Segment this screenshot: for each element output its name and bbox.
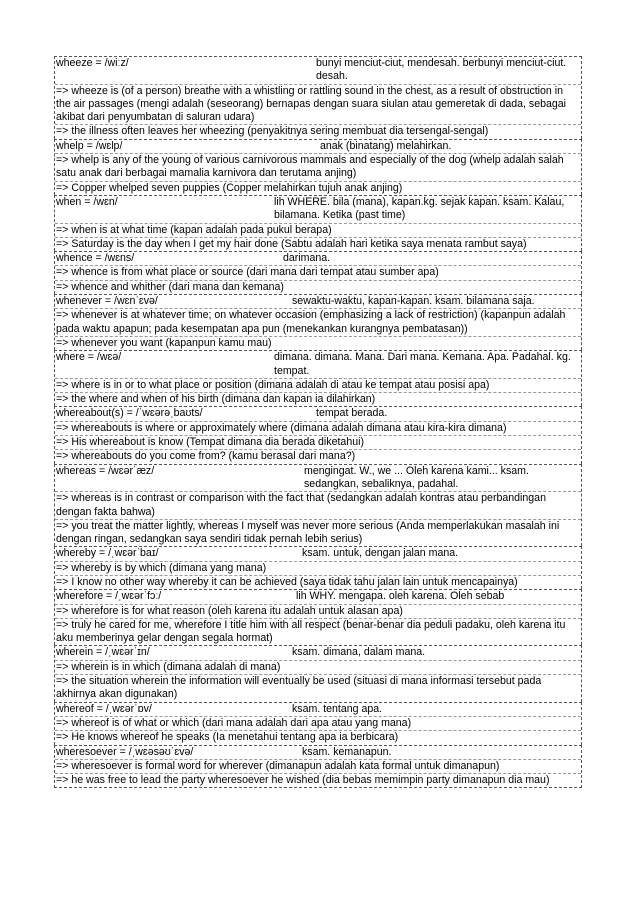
entry-wherefore [54,589,582,645]
entry-header [55,646,581,660]
headword: whereabout(s) = /ˈwɛərəˌbaʊts/ [56,407,203,420]
definition-line: => whence is from what place or source (dari mana dari tempat atau sumber apa) [55,266,581,280]
entry-header [55,140,581,154]
definition-line: => wherein is in which (dimana adalah di mana) [55,661,581,675]
entry-wherein [54,645,582,701]
entry-whereabouts [54,406,582,463]
entry-when [54,195,582,251]
headword: whenever = /wɛnˈɛvə/ [56,295,158,308]
example-line: => whence and whither (dari mana dan kemana) [56,280,284,293]
entry-whereof [54,702,582,745]
meaning: ksam. dimana, dalam mana. [292,646,426,659]
meaning: lih WHY. mengapa. oleh karena. Oleh sebab [296,590,505,603]
example-line: => whenever you want (kapanpun kamu mau) [56,336,272,349]
meaning: sewaktu-waktu, kapan-kapan. ksam. bilamana saja. [292,295,535,308]
definition-line: => wheresoever is formal word for wherever (dimanapun adalah kata formal untuk dimanapun) [55,760,581,774]
entry-header [55,295,581,309]
headword: whereby = /ˌwɛərˈbaɪ/ [56,547,159,560]
entry-header [55,746,581,760]
definition-line: => whereof is of what or which (dari mana adalah dari apa atau yang mana) [55,717,581,731]
entry-whelp [54,139,582,195]
definition-line: => whelp is any of the young of various carnivorous mammals and especially of the dog (whelp adalah salah satu anak dari berbagai mamalia karnivora dan terutama anjing) [55,154,581,182]
meaning: ksam. untuk, dengan jalan mana. [302,547,459,560]
definition-line: => whenever is at whatever time; on whatever occasion (emphasizing a lack of restriction) (kapanpun adalah pada waktu apapun; pada kesempatan apa pun (menekankan kurangnya pembatasan)) [55,309,581,337]
example-line: => He knows whereof he speaks (Ia menetahui tentang apa ia berbicara) [56,731,399,744]
headword: wheeze = /wiːz/ [56,57,129,69]
meaning: tempat berada. [316,407,388,420]
entry-header [55,57,581,85]
meaning: ksam. kemanapun. [302,745,392,758]
headword: whence = /wɛns/ [56,252,135,265]
meaning: mengingat. W., we ... Oleh karena kami... ksam. sedangkan, sebaliknya, padahal. [304,464,529,490]
meaning: darimana. [283,252,331,265]
entry-whereby [54,546,582,589]
meaning: lih WHERE. bila (mana), kapan.kg. sejak kapan. ksam. Kalau, bilamana. Ketika (past time) [274,195,565,222]
entry-whence [54,251,582,294]
headword: whereas = /wɛərˈæz/ [56,464,155,477]
meaning: ksam. tentang apa. [292,702,383,715]
definition-line: => wherefore is for what reason (oleh karena itu adalah untuk alasan apa) [55,605,581,619]
definition-line: => where is in or to what place or position (dimana adalah di atau ke tempat atau posisi apa) [55,379,581,393]
headword: wherefore = /ˌwɛərˈfɔː/ [56,590,162,603]
headword: whereof = /ˌwɛərˈɒv/ [56,702,152,715]
definition-line: => whereby is by which (dimana yang mana) [55,562,581,576]
example-line: => I know no other way whereby it can be achieved (saya tidak tahu jalan lain untuk mencapainya) [56,575,518,588]
entry-whereas [54,464,582,547]
example-line: => Saturday is the day when I get my hair done (Sabtu adalah hari ketika saya menata rambut saya) [56,237,527,250]
headword: when = /wɛn/ [56,195,118,208]
entry-header [55,252,581,266]
example-line: => His whereabout is know (Tempat dimana dia berada diketahui) [55,436,581,450]
definition-line: => when is at what time (kapan adalah pada pukul berapa) [55,224,581,238]
entry-header [55,407,581,421]
example-line: => he was free to lead the party wheresoever he wished (dia bebas memimpin party dimanapun dia mau) [56,774,550,787]
entry-whenever [54,294,582,350]
example-line: => the situation wherein the information will eventually be used (situasi di mana informasi tersebut pada akhirnya akan digunakan) [56,675,542,701]
entry-header [55,547,581,561]
entry-wheeze [54,56,582,139]
definition-line: => wheeze is (of a person) breathe with a whistling or rattling sound in the chest, as a result of obstruction in the air passages (mengi adalah (seseorang) bernapas dengan suara siulan atau gemeretak di dada, sebagai akibat dari penyumbatan di saluran udara) [55,85,581,126]
entry-header [55,351,581,379]
entry-header [55,196,581,224]
example-line: => the illness often leaves her wheezing (penyakitnya sering membuat dia tersengal-sengal) [56,125,489,138]
example-line: => truly he cared for me, wherefore I title him with all respect (benar-benar dia peduli padaku, oleh karena itu aku memberinya gelar dengan segala hormat) [56,618,566,645]
example-line: => Copper whelped seven puppies (Copper melahirkan tujuh anak anjing) [56,181,403,194]
entry-wheresoever [54,745,582,789]
entry-header [55,590,581,604]
headword: wheresoever = /ˌwɛəsəʊˈɛvə/ [56,745,194,758]
headword: whelp = /wɛlp/ [56,139,123,152]
example-line: => whereabouts do you come from? (kamu berasal dari mana?) [56,450,356,463]
example-line: => you treat the matter lightly, whereas I myself was never more serious (Anda memperlakukan masalah ini dengan ringan, sedangkan saya sendiri tidak pernah lebih serius) [56,519,560,546]
definition-line: => whereas is in contrast or comparison with the fact that (sedangkan adalah kontras atau perbandingan dengan fakta bahwa) [55,492,581,520]
meaning: dimana. dimana. Mana. Dari mana. Kemana. Apa. Padahal. kg. tempat. [274,351,571,377]
example-line: => the where and when of his birth (dimana dan kapan ia dilahirkan) [56,393,376,406]
entry-header [55,465,581,493]
definition-line: => whereabouts is where or approximately where (dimana adalah dimana atau kira-kira dimana) [55,422,581,436]
entry-where [54,350,582,406]
dictionary-document [54,56,582,788]
headword: where = /wɛə/ [56,351,122,364]
meaning: anak (binatang) melahirkan. [320,139,452,152]
entry-header [55,703,581,717]
meaning: bunyi menciut-ciut, mendesah. berbunyi menciut-ciut. desah. [316,57,567,83]
headword: wherein = /ˌwɛərˈɪn/ [56,646,150,659]
